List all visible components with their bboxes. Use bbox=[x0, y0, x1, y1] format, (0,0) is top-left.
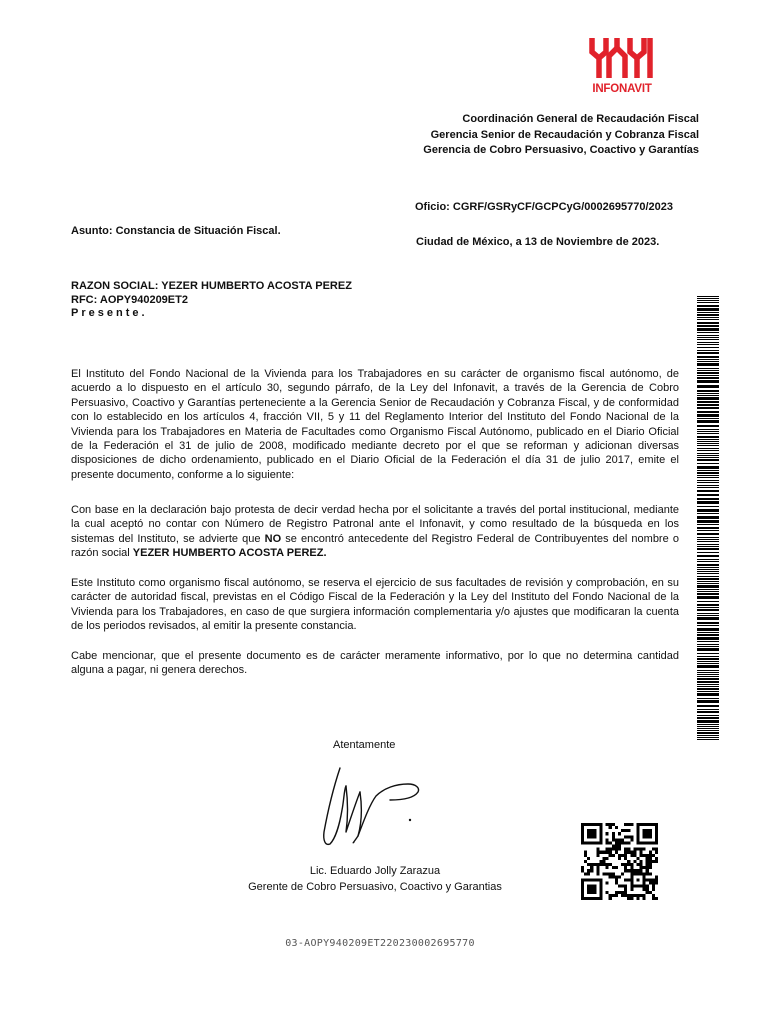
signer-block bbox=[225, 863, 525, 895]
issuing-office-header bbox=[339, 112, 699, 159]
presente: Presente. bbox=[71, 307, 148, 319]
signer-name: Lic. Eduardo Jolly Zarazua bbox=[309, 865, 441, 877]
body-paragraph-1: El Instituto del Fondo Nacional de la Vivienda para los Trabajadores en su carácter de organismo fiscal autónomo, de acuerdo a lo dispuesto en el artículo 30, segundo párrafo, de la Ley del Infonavit, a través de la Gerencia de Cobro Persuasivo, Coactivo y Garantías perteneciente a la Gerencia Senior de Recaudación y Cobranza Fiscal, y de conformidad con lo establecido en los artículos 4, fracción VII, 5 y 11 del Reglamento Interior del Instituto del Fondo Nacional de la Vivienda para los Trabajadores en Materia de Facultades como Organismo Fiscal Autónomo, publicado en el Diario Oficial de la Federación el 31 de julio de 2008, modificado mediante decreto por el que se reforman y adicionan diversas disposiciones de dicho ordenamiento, publicado en el Diario Oficial de la Federación el día 31 de julio 2017, emite el presente documento, conforme a lo siguiente: bbox=[71, 368, 679, 481]
infonavit-logo-icon bbox=[583, 34, 661, 82]
body-paragraph-2 bbox=[71, 503, 679, 561]
closing-salutation: Atentamente bbox=[333, 739, 396, 751]
body-paragraph-3: Este Instituto como organismo fiscal autónomo, se reserva el ejercicio de sus facultades de revisión y comprobación, en su carácter de autoridad fiscal, previstas en el Código Fiscal de la Federación y la Ley del Instituto del Fondo Nacional de la Vivienda para los Trabajadores, en caso de que surgiera información complementaria y/o ajustes que modificaran la cuenta de los periodos revisados, al emitir la presente constancia. bbox=[71, 577, 679, 633]
infonavit-logo bbox=[583, 34, 661, 100]
p2-text-b: se encontró antecedente del Registro Federal de Contribuyentes del nombre o razón social bbox=[71, 532, 679, 560]
signer-title: Gerente de Cobro Persuasivo, Coactivo y Garantias bbox=[248, 881, 502, 893]
rfc: RFC: AOPY940209ET2 bbox=[71, 293, 188, 306]
subject-line: Asunto: Constancia de Situación Fiscal. bbox=[71, 225, 281, 237]
header-line-1: Coordinación General de Recaudación Fiscal bbox=[462, 113, 699, 125]
qr-code bbox=[581, 823, 658, 900]
handwritten-signature bbox=[318, 762, 428, 854]
signature-icon bbox=[318, 762, 428, 854]
oficio-number: Oficio: CGRF/GSRyCF/GCPCyG/0002695770/2023 bbox=[415, 201, 673, 213]
brand-name: INFONAVIT bbox=[592, 83, 652, 95]
document-date: Ciudad de México, a 13 de Noviembre de 2023. bbox=[416, 236, 660, 248]
p2-no-emphasis: NO bbox=[264, 532, 282, 545]
addressee-block bbox=[71, 280, 352, 321]
razon-social: RAZON SOCIAL: YEZER HUMBERTO ACOSTA PEREZ bbox=[71, 280, 352, 292]
body-paragraph-4: Cabe mencionar, que el presente documento es de carácter meramente informativo, por lo que no determina cantidad alguna a pagar, ni genera derechos. bbox=[71, 650, 679, 677]
p2-text-a: Con base en la declaración bajo protesta de decir verdad hecha por el solicitante a través del portal institucional, mediante la cual aceptó no contar con Número de Registro Patronal ante el Infonavit, y como resultado de la búsqueda en los sistemas del Instituto, se advierte que bbox=[71, 504, 679, 545]
header-line-3: Gerencia de Cobro Persuasivo, Coactivo y Garantías bbox=[423, 144, 699, 156]
document-verification-code: 03-AOPY940209ET220230002695770 bbox=[285, 938, 475, 949]
p2-taxpayer-name: YEZER HUMBERTO ACOSTA PEREZ. bbox=[132, 547, 327, 560]
header-line-2: Gerencia Senior de Recaudación y Cobranza Fiscal bbox=[430, 128, 699, 141]
vertical-barcode bbox=[697, 296, 719, 740]
